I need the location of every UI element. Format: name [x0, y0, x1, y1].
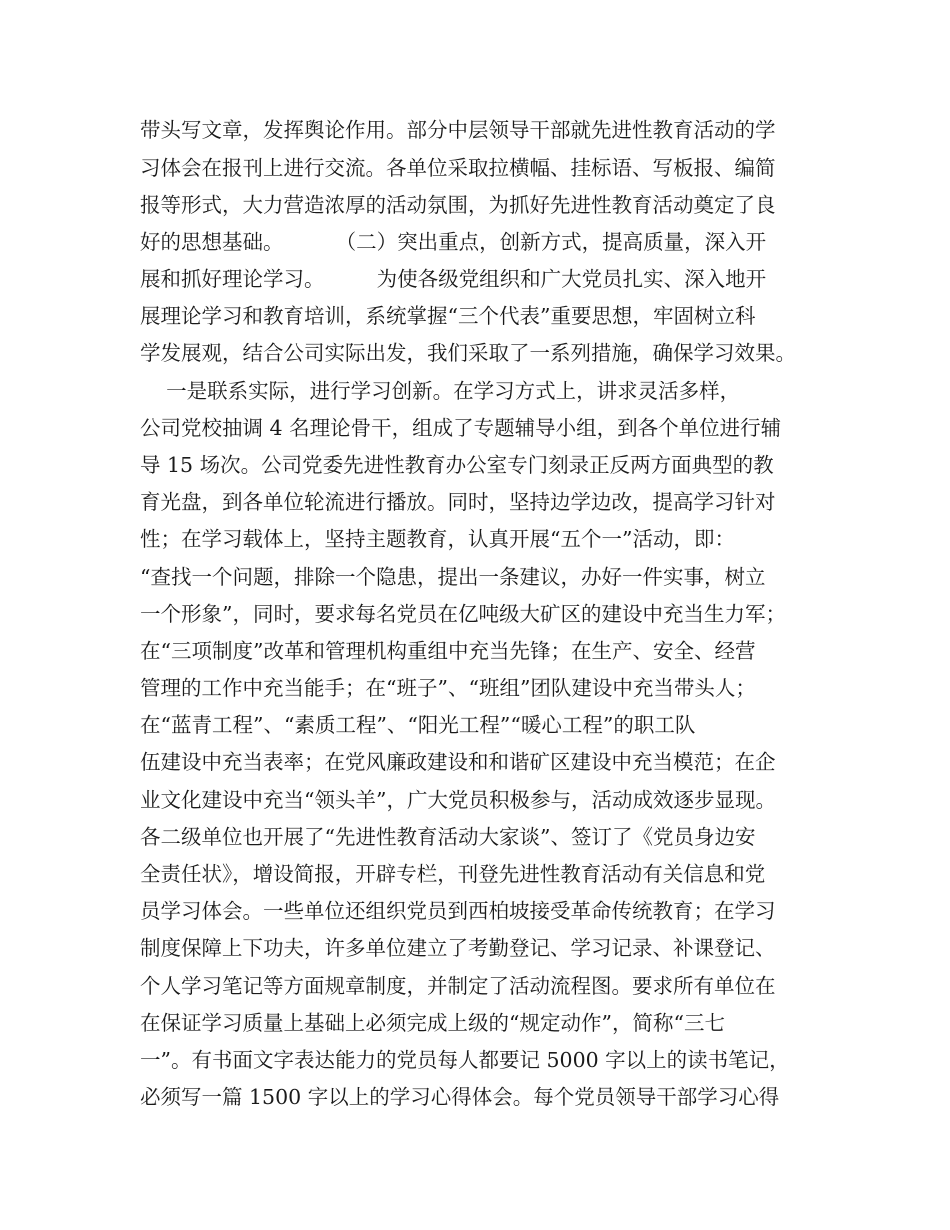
- text-line: 必须写一篇 1500 字以上的学习心得体会。每个党员领导干部学习心得: [140, 1085, 780, 1109]
- text-line: 带头写文章，发挥舆论作用。部分中层领导干部就先进性教育活动的学: [140, 118, 776, 142]
- text-line: 一”。有书面文字表达能力的党员每人都要记 5000 字以上的读书笔记，: [140, 1048, 790, 1072]
- text-line: 报等形式，大力营造浓厚的活动氛围，为抓好先进性教育活动奠定了良: [140, 193, 776, 217]
- text-line: 个人学习笔记等方面规章制度，并制定了活动流程图。要求所有单位在: [140, 974, 776, 998]
- text-line: 管理的工作中充当能手；在“班子”、“班组”团队建设中充当带头人；: [140, 676, 756, 700]
- text-line: 在“三项制度”改革和管理机构重组中充当先锋；在生产、安全、经营: [140, 639, 756, 663]
- text-line: 好的思想基础。 （二）突出重点，创新方式，提高质量，深入开: [140, 230, 767, 254]
- text-line: 全责任状》，增设简报，开辟专栏，刊登先进性教育活动有关信息和党: [140, 862, 766, 886]
- text-line: 导 15 场次。公司党委先进性教育办公室专门刻录正反两方面典型的教: [140, 453, 774, 477]
- text-line: 各二级单位也开展了“先进性教育活动大家谈”、签订了《党员身边安: [140, 825, 756, 849]
- text-line: 一个形象”，同时，要求每名党员在亿吨级大矿区的建设中充当生力军；: [140, 602, 786, 626]
- text-line: 员学习体会。一些单位还组织党员到西柏坡接受革命传统教育；在学习: [140, 899, 776, 923]
- text-line: 展和抓好理论学习。 为使各级党组织和广大党员扎实、深入地开: [140, 267, 767, 291]
- text-line: 业文化建设中充当“领头羊”，广大党员积极参与，活动成效逐步显现。: [140, 788, 776, 812]
- text-line: 制度保障上下功夫，许多单位建立了考勤登记、学习记录、补课登记、: [140, 936, 776, 960]
- text-line: 公司党校抽调 4 名理论骨干，组成了专题辅导小组，到各个单位进行辅: [140, 416, 782, 440]
- text-line: 习体会在报刊上进行交流。各单位采取拉横幅、挂标语、写板报、编简: [140, 156, 776, 180]
- text-line: 性；在学习载体上，坚持主题教育，认真开展“五个一”活动，即：: [140, 527, 735, 551]
- text-line: 育光盘，到各单位轮流进行播放。同时，坚持边学边改，提高学习针对: [140, 490, 776, 514]
- text-line: 伍建设中充当表率；在党风廉政建设和和谐矿区建设中充当模范；在企: [140, 750, 776, 774]
- text-line: 一是联系实际，进行学习创新。在学习方式上，讲求灵活多样，: [140, 379, 741, 403]
- text-line: “查找一个问题，排除一个隐患，提出一条建议，办好一件实事，树立: [140, 565, 766, 589]
- text-line: 学发展观，结合公司实际出发，我们采取了一系列措施，确保学习效果。: [140, 341, 796, 365]
- text-line: 在保证学习质量上基础上必须完成上级的“规定动作”，简称“三七: [140, 1011, 725, 1035]
- text-line: 展理论学习和教育培训，系统掌握“三个代表”重要思想，牢固树立科: [140, 304, 756, 328]
- text-line: 在“蓝青工程”、“素质工程”、“阳光工程”“暖心工程”的职工队: [140, 713, 696, 737]
